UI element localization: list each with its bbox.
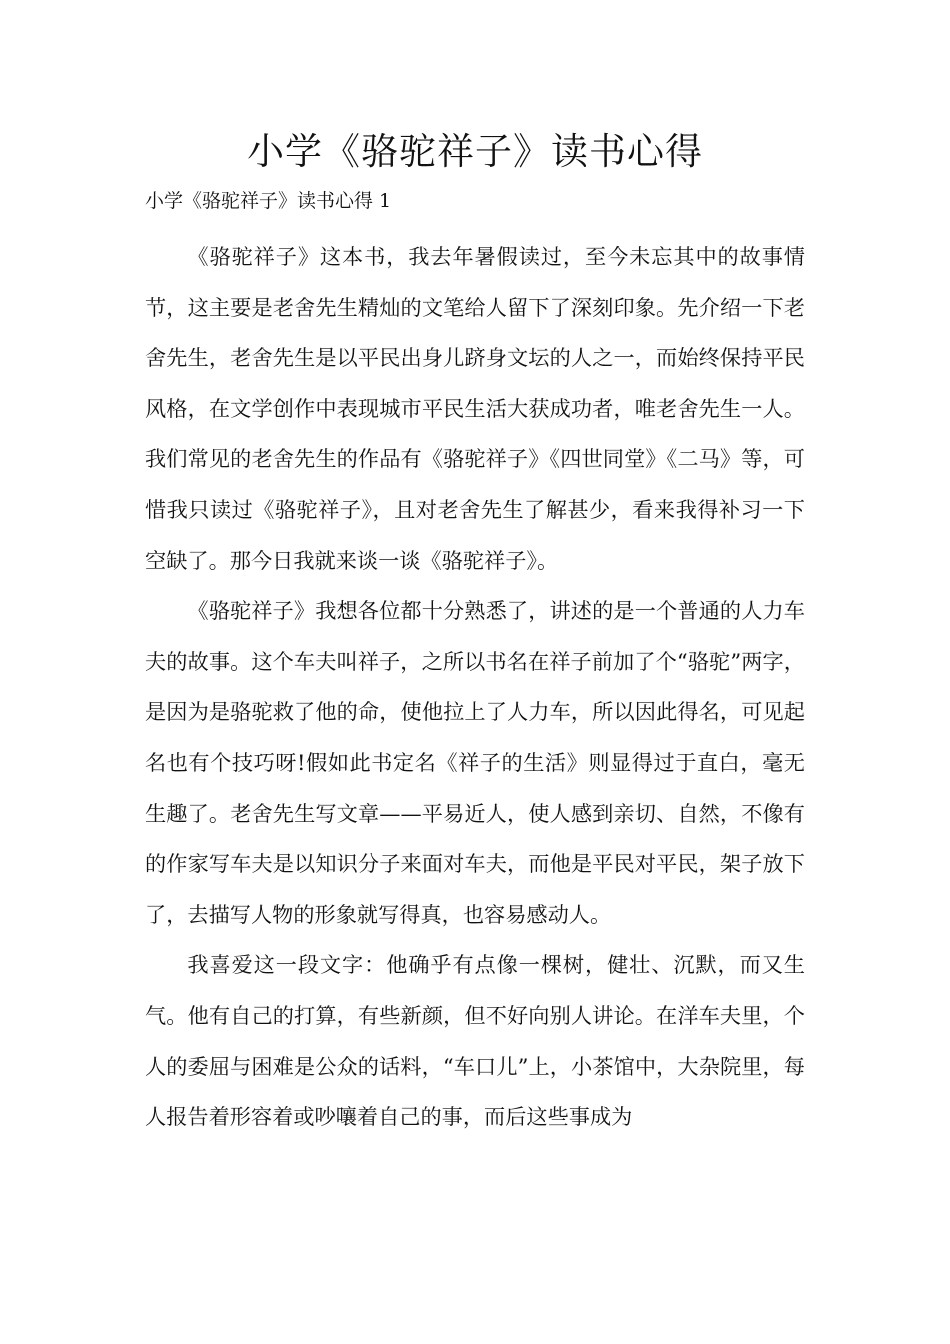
paragraph: 我喜爱这一段文字：他确乎有点像一棵树，健壮、沉默，而又生气。他有自己的打算，有些新颜，但不好向别人讲论。在洋车夫里，个人的委屈与困难是公众的话料，“车口儿”上，小茶馆中，大杂院里，每人报告着形容着或吵嚷着自己的事，而后这些事成为 <box>145 952 805 1130</box>
paragraph: 《骆驼祥子》我想各位都十分熟悉了，讲述的是一个普通的人力车夫的故事。这个车夫叫祥子，之所以书名在祥子前加了个“骆驼”两字，是因为是骆驼救了他的命，使他拉上了人力车，所以因此得名，可见起名也有个技巧呀!假如此书定名《祥子的生活》则显得过于直白，毫无生趣了。老舍先生写文章——平易近人，使人感到亲切、自然，不像有的作家写车夫是以知识分子来面对车夫，而他是平民对平民，架子放下了，去描写人物的形象就写得真，也容易感动人。 <box>145 598 805 927</box>
paragraph: 《骆驼祥子》这本书，我去年暑假读过，至今未忘其中的故事情节，这主要是老舍先生精灿的文笔给人留下了深刻印象。先介绍一下老舍先生，老舍先生是以平民出身儿跻身文坛的人之一，而始终保持平民风格，在文学创作中表现城市平民生活大获成功者，唯老舍先生一人。我们常见的老舍先生的作品有《骆驼祥子》《四世同堂》《二马》等，可惜我只读过《骆驼祥子》，且对老舍先生了解甚少，看来我得补习一下空缺了。那今日我就来谈一谈《骆驼祥子》。 <box>145 244 805 573</box>
document-body <box>145 232 805 1143</box>
section-heading: 小学《骆驼祥子》读书心得 1 <box>145 190 392 212</box>
document-title: 小学《骆驼祥子》读书心得 <box>247 130 703 173</box>
